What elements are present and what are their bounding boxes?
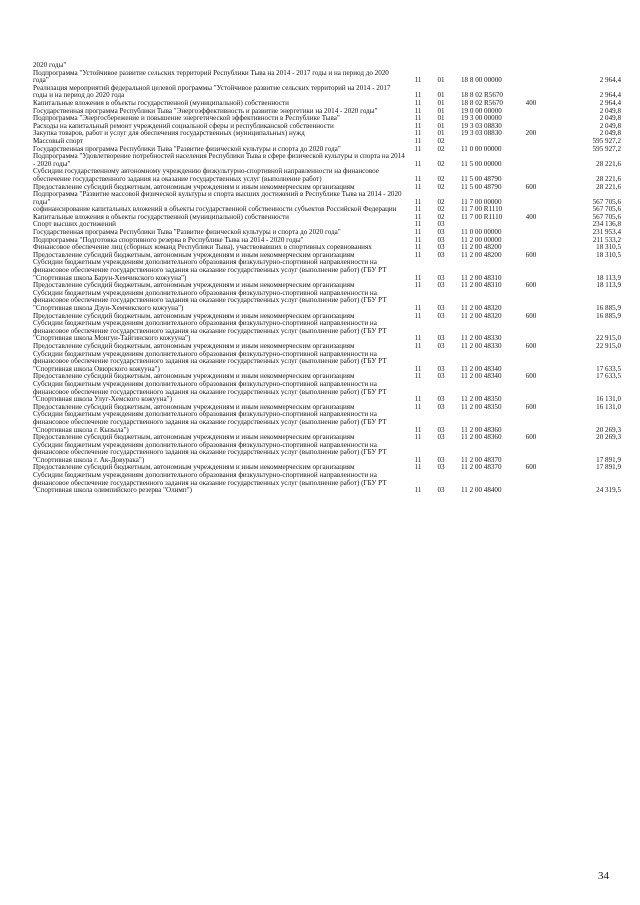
subsection-code: 02 [437,174,445,183]
subsection-code: 03 [437,433,445,442]
amount: 2 964,4 [599,76,621,85]
section-code: 11 [414,364,422,373]
section-code: 11 [414,91,422,100]
expense-type-code: 600 [525,372,537,381]
row-description: Подпрограмма "Развитие массовой физической культуры и спорта высших достижений в Республике Тыва на 2014 - 2020 годы" [33,190,402,206]
target-article-code: 18 8 02 R5670 [461,98,503,107]
section-code: 11 [414,182,422,191]
expense-type-code: 600 [525,463,537,472]
row-description: Предоставление субсидий бюджетным, автономным учреждениям и иным некоммерческим организациям [33,402,355,411]
row-description: Предоставление субсидий бюджетным, автономным учреждениям и иным некоммерческим организациям [33,250,355,259]
amount: 231 953,4 [592,228,621,237]
row-description: 2020 годы" [33,61,67,69]
table-row [33,290,633,313]
section-code: 11 [414,402,422,411]
target-article-code: 11 2 00 48350 [461,402,502,411]
table-row [33,214,633,222]
row-description: Капитальные вложения в объекты государственной (муниципальной) собственности [33,212,289,221]
section-code: 11 [414,486,422,495]
amount: 567 705,6 [592,212,621,221]
subsection-code: 03 [437,372,445,381]
subsection-code: 01 [437,91,445,100]
row-description: Спорт высших достижений [33,220,116,229]
target-article-code: 11 2 00 48310 [461,273,502,282]
row-description: Предоставление субсидий бюджетным, автономным учреждениям и иным некоммерческим организациям [33,372,355,381]
target-article-code: 11 2 00 48340 [461,364,502,373]
subsection-code: 02 [437,182,445,191]
target-article-code: 18 8 00 00000 [461,76,502,85]
subsection-code: 01 [437,98,445,107]
subsection-code: 02 [437,144,445,153]
table-row [33,381,633,404]
table-row [33,320,633,343]
row-description: Субсидии государственному автономному учреждению физкультурно-спортивной направленности на финансовое обеспечение государственного задания на оказание государственных услуг (выполнение работ) [33,167,379,183]
amount: 17 891,9 [596,463,621,472]
subsection-code: 03 [437,364,445,373]
subsection-code: 01 [437,76,445,85]
subsection-code: 03 [437,425,445,434]
amount: 2 964,4 [599,98,621,107]
expense-type-code: 600 [525,311,537,320]
target-article-code: 19 0 00 00000 [461,106,502,115]
section-code: 11 [414,235,422,244]
amount: 22 915,0 [596,334,621,343]
row-description: Субсидии бюджетным учреждениям дополнительного образования физкультурно-спортивной направленности на финансовое обеспечение государственного задания на оказание государственных услуг (выполнение работ) (ГБУ РТ "Спортивная школа Овюрского кожууна") [33,349,387,373]
row-description: Подпрограмма "Энергосбережение и повышение энергетической эффективности в Республике Тыва" [33,114,340,123]
target-article-code: 11 2 00 48330 [461,334,502,343]
row-description: Подпрограмма "Удовлетворение потребностей населения Республики Тыва в сфере физической культуры и спорта на 2014 - 2020 годы" [33,152,405,168]
amount: 16 131,0 [596,402,621,411]
amount: 211 533,2 [592,235,621,244]
expense-type-code: 600 [525,281,537,290]
expense-type-code: 200 [525,129,537,138]
target-article-code: 11 7 00 R1110 [461,212,503,221]
subsection-code: 01 [437,129,445,138]
row-description: Подпрограмма "Подготовка спортивного резерва в Республике Тыва на 2014 - 2020 годы" [33,235,304,244]
subsection-code: 02 [437,159,445,168]
subsection-code: 03 [437,402,445,411]
target-article-code: 11 5 00 00000 [461,159,502,168]
target-article-code: 11 2 00 48200 [461,243,502,252]
row-description: Капитальные вложения в объекты государственной (муниципальной) собственности [33,98,289,107]
amount: 567 705,6 [592,197,621,206]
section-code: 11 [414,228,422,237]
row-description: Предоставление субсидий бюджетным, автономным учреждениям и иным некоммерческим организациям [33,463,355,472]
target-article-code: 11 7 00 R1110 [461,205,503,214]
amount: 18 310,5 [596,250,621,259]
row-description: Субсидии бюджетным учреждениям дополнительного образования физкультурно-спортивной направленности на финансовое обеспечение государственного задания на оказание государственных услуг (выполнение работ) (ГБУ РТ "Спортивная школа Барун-Хемчикского кожууна") [33,258,387,282]
amount: 17 633,5 [596,364,621,373]
row-description: Государственная программа Республики Тыва "Развитие физической культуры и спорта до 2020 года" [33,228,341,237]
row-description: Предоставление субсидий бюджетным, автономным учреждениям и иным некоммерческим организациям [33,311,355,320]
amount: 28 221,6 [596,159,621,168]
expense-type-code: 400 [525,212,537,221]
section-code: 11 [414,395,422,404]
section-code: 11 [414,433,422,442]
target-article-code: 11 2 00 48340 [461,372,502,381]
row-description: Субсидии бюджетным учреждениям дополнительного образования физкультурно-спортивной направленности на финансовое обеспечение государственного задания на оказание государственных услуг (выполнение работ) (ГБУ РТ "Спортивная школа Дзун-Хемчикского кожууна") [33,288,387,312]
row-description: Субсидии бюджетным учреждениям дополнительного образования физкультурно-спортивной направленности на финансовое обеспечение государственного задания на оказание государственных услуг (выполнение работ) (ГБУ РТ "Спортивная школа Монгун-Тайгинского кожууна") [33,319,387,343]
row-description: Государственная программа Республики Тыва "Энергоэффективность и развитие энергетики на 2014 - 2020 годы" [33,106,378,115]
row-description: софинансирование капитальных вложений в объекты государственной собственности субъектов Российской Федерации [33,205,397,214]
amount: 2 964,4 [599,91,621,100]
amount: 18 113,9 [596,273,621,282]
row-description: Предоставление субсидий бюджетным, автономным учреждениям и иным некоммерческим организациям [33,281,355,290]
amount: 2 049,8 [599,114,621,123]
row-description: Предоставление субсидий бюджетным, автономным учреждениям и иным некоммерческим организациям [33,182,355,191]
row-description: Субсидии бюджетным учреждениям дополнительного образования физкультурно-спортивной направленности на финансовое обеспечение государственного задания на оказание государственных услуг (выполнение работ) (ГБУ РТ "Спортивная школа Улуг-Хемского кожууна") [33,379,387,404]
section-code: 11 [414,174,422,183]
amount: 20 269,3 [596,433,621,442]
amount: 18 113,9 [596,281,621,290]
amount: 2 049,8 [599,129,621,138]
subsection-code: 03 [437,235,445,244]
section-code: 11 [414,281,422,290]
amount: 16 885,9 [596,311,621,320]
section-code: 11 [414,341,422,350]
row-description: Реализация мероприятий федеральной целевой программы "Устойчивое развитие сельских территорий на 2014 - 2017 годы и на период до 2020 года [33,83,391,100]
amount: 17 891,9 [596,455,621,464]
row-description: Закупка товаров, работ и услуг для обеспечения государственных (муниципальных) нужд [33,129,305,138]
subsection-code: 03 [437,250,445,259]
target-article-code: 18 8 02 R5670 [461,91,503,100]
target-article-code: 11 2 00 48400 [461,486,502,495]
subsection-code: 03 [437,273,445,282]
section-code: 11 [414,425,422,434]
row-description: Финансовое обеспечение лиц (сборных команд Республики Тыва), участвовавших в спортивных соревнованиях [33,243,372,252]
expense-type-code: 600 [525,433,537,442]
target-article-code: 11 5 00 48790 [461,174,502,183]
amount: 567 705,6 [592,205,621,214]
target-article-code: 11 2 00 48360 [461,433,502,442]
expense-type-code: 600 [525,402,537,411]
budget-table [33,62,633,495]
table-row [33,130,633,138]
section-code: 11 [414,129,422,138]
section-code: 11 [414,106,422,115]
amount: 2 049,8 [599,121,621,130]
table-row [33,168,633,183]
target-article-code: 11 2 00 48200 [461,250,502,259]
row-description: Субсидии бюджетным учреждениям дополнительного образования физкультурно-спортивной направленности на финансовое обеспечение государственного задания на оказание государственных услуг (выполнение работ) (ГБУ РТ "Спортивная школа олимпийского резерва "Олимп") [33,471,387,495]
subsection-code: 03 [437,243,445,252]
target-article-code: 11 5 00 48790 [461,182,502,191]
expense-type-code: 600 [525,341,537,350]
page-number: 34 [598,870,609,882]
target-article-code: 11 0 00 00000 [461,228,502,237]
amount: 28 221,6 [596,182,621,191]
subsection-code: 02 [437,205,445,214]
target-article-code: 19 3 03 08830 [461,121,502,130]
subsection-code: 03 [437,220,445,229]
amount: 18 310,5 [596,243,621,252]
section-code: 11 [414,144,422,153]
table-row [33,85,633,100]
section-code: 11 [414,243,422,252]
row-description: Предоставление субсидий бюджетным, автономным учреждениям и иным некоммерческим организациям [33,433,355,442]
section-code: 11 [414,76,422,85]
amount: 16 885,9 [596,304,621,312]
target-article-code: 11 2 00 48370 [461,455,502,464]
table-row [33,70,633,85]
table-row [33,442,633,465]
section-code: 11 [414,220,422,229]
subsection-code: 03 [437,463,445,472]
target-article-code: 11 2 00 00000 [461,235,502,244]
section-code: 11 [414,455,422,464]
expense-type-code: 600 [525,250,537,259]
section-code: 11 [414,212,422,221]
section-code: 11 [414,114,422,123]
section-code: 11 [414,304,422,312]
subsection-code: 01 [437,114,445,123]
target-article-code: 11 2 00 48310 [461,281,502,290]
amount: 24 319,5 [596,486,621,495]
amount: 22 915,0 [596,341,621,350]
table-row [33,153,633,168]
section-code: 11 [414,205,422,214]
table-row [33,351,633,374]
section-code: 11 [414,159,422,168]
subsection-code: 02 [437,136,445,145]
amount: 16 131,0 [596,395,621,404]
row-description: Массовый спорт [33,136,84,145]
table-row [33,259,633,282]
subsection-code: 02 [437,212,445,221]
section-code: 11 [414,197,422,206]
amount: 20 269,3 [596,425,621,434]
table-row [33,191,633,206]
target-article-code: 11 2 00 48320 [461,311,502,320]
target-article-code: 11 0 00 00000 [461,144,502,153]
target-article-code: 11 7 00 00000 [461,197,502,206]
subsection-code: 03 [437,311,445,320]
table-row [33,411,633,434]
subsection-code: 03 [437,455,445,464]
subsection-code: 03 [437,228,445,237]
expense-type-code: 400 [525,98,537,107]
section-code: 11 [414,372,422,381]
subsection-code: 02 [437,197,445,206]
subsection-code: 01 [437,106,445,115]
section-code: 11 [414,334,422,343]
section-code: 11 [414,311,422,320]
amount: 595 927,2 [592,144,621,153]
target-article-code: 19 3 03 08830 [461,129,502,138]
subsection-code: 03 [437,486,445,495]
subsection-code: 03 [437,334,445,343]
section-code: 11 [414,98,422,107]
target-article-code: 19 3 00 00000 [461,114,502,123]
section-code: 11 [414,463,422,472]
section-code: 11 [414,121,422,130]
row-description: Расходы на капитальный ремонт учреждений социальной сферы и республиканской собственности [33,121,334,130]
target-article-code: 11 2 00 48360 [461,425,502,434]
section-code: 11 [414,250,422,259]
row-description: Субсидии бюджетным учреждениям дополнительного образования физкультурно-спортивной направленности на финансовое обеспечение государственного задания на оказание государственных услуг (выполнение работ) (ГБУ РТ "Спортивная школа г. Ак-Довурака") [33,440,387,464]
row-description: Подпрограмма "Устойчивое развитие сельских территорий Республики Тыва на 2014 - 2017 годы и на период до 2020 года" [33,68,389,85]
subsection-code: 03 [437,281,445,290]
amount: 28 221,6 [596,174,621,183]
amount: 595 927,2 [592,136,621,145]
amount: 234 136,8 [592,220,621,229]
section-code: 11 [414,273,422,282]
target-article-code: 11 2 00 48320 [461,304,502,312]
expense-type-code: 600 [525,182,537,191]
row-description: Предоставление субсидий бюджетным, автономным учреждениям и иным некоммерческим организациям [33,341,355,350]
section-code: 11 [414,136,422,145]
subsection-code: 03 [437,341,445,350]
amount: 2 049,8 [599,106,621,115]
amount: 17 633,5 [596,372,621,381]
target-article-code: 11 2 00 48370 [461,463,502,472]
target-article-code: 11 2 00 48330 [461,341,502,350]
row-description: Государственная программа Республики Тыва "Развитие физической культуры и спорта до 2020 года" [33,144,341,153]
table-row [33,472,633,495]
target-article-code: 11 2 00 48350 [461,395,502,404]
subsection-code: 01 [437,121,445,130]
row-description: Субсидии бюджетным учреждениям дополнительного образования физкультурно-спортивной направленности на финансовое обеспечение государственного задания на оказание государственных услуг (выполнение работ) (ГБУ РТ "Спортивная школа г. Кызыла") [33,410,387,434]
subsection-code: 03 [437,304,445,312]
subsection-code: 03 [437,395,445,404]
